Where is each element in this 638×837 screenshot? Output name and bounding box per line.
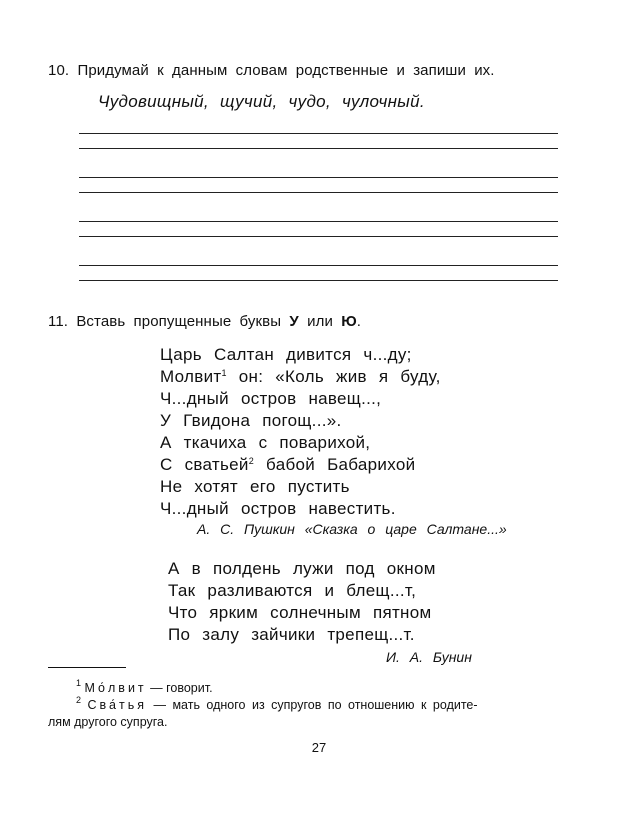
letter-u: У xyxy=(289,313,299,330)
task-10-text: Придумай к данным словам родственные и запиши их. xyxy=(77,62,495,79)
task-11-connector: или xyxy=(307,313,333,330)
writing-line xyxy=(79,177,558,178)
poem-line: Ч...дный остров навещ..., xyxy=(160,389,382,408)
task-10-number: 10. xyxy=(48,62,70,79)
footnote-ref: 2 xyxy=(248,456,255,466)
poem-line: С сватьей$^2$ бабой Бабарихой xyxy=(160,455,416,474)
task-10-words: Чудовищный, щучий, чудо, чулочный. xyxy=(98,92,425,111)
footnote-2-continued: лям другого супруга. xyxy=(48,715,168,729)
poem-line: Молвит$^1$ он: «Коль жив я буду, xyxy=(160,367,441,386)
writing-line xyxy=(79,192,558,193)
task-11-text: Вставь пропущенные буквы xyxy=(76,313,282,330)
writing-line xyxy=(79,133,558,134)
poem-pushkin xyxy=(160,344,441,520)
task-11-instruction xyxy=(48,313,361,330)
poem-bunin-author: И. А. Бунин xyxy=(386,649,472,665)
poem-line: А в полдень лужи под окном xyxy=(168,559,436,578)
poem-pushkin-author: А. С. Пушкин «Сказка о царе Салтане...» xyxy=(197,521,507,537)
poem-line: Так разливаются и блещ...т, xyxy=(168,581,417,600)
task-11-end: . xyxy=(356,313,362,330)
poem-line: Не хотят его пустить xyxy=(160,477,350,496)
page-number: 27 xyxy=(311,740,327,755)
footnote-ref: 1 xyxy=(221,368,227,378)
letter-yu: Ю xyxy=(341,313,357,330)
poem-line: По залу зайчики трепещ...т. xyxy=(168,625,415,644)
poem-line: Царь Салтан дивится ч...ду; xyxy=(160,345,412,364)
footnote-divider xyxy=(48,667,126,668)
task-10-instruction xyxy=(48,62,495,79)
writing-line xyxy=(79,221,558,222)
writing-line xyxy=(79,280,558,281)
task-11-number: 11. xyxy=(48,313,69,330)
writing-line xyxy=(79,236,558,237)
writing-line xyxy=(79,265,558,266)
poem-line: Что ярким солнечным пятном xyxy=(168,603,432,622)
poem-bunin xyxy=(168,558,436,646)
writing-line xyxy=(79,148,558,149)
poem-line: Ч...дный остров навестить. xyxy=(160,499,396,518)
poem-line: У Гвидона погощ...». xyxy=(160,411,342,430)
poem-line: А ткачиха с поварихой, xyxy=(160,433,371,452)
footnote-2: $^2$ Сва́тья — мать одного из супругов по отношению к родите- xyxy=(76,695,478,712)
footnote-1: $^1$ Мо́лвит — говорит. xyxy=(76,678,213,695)
